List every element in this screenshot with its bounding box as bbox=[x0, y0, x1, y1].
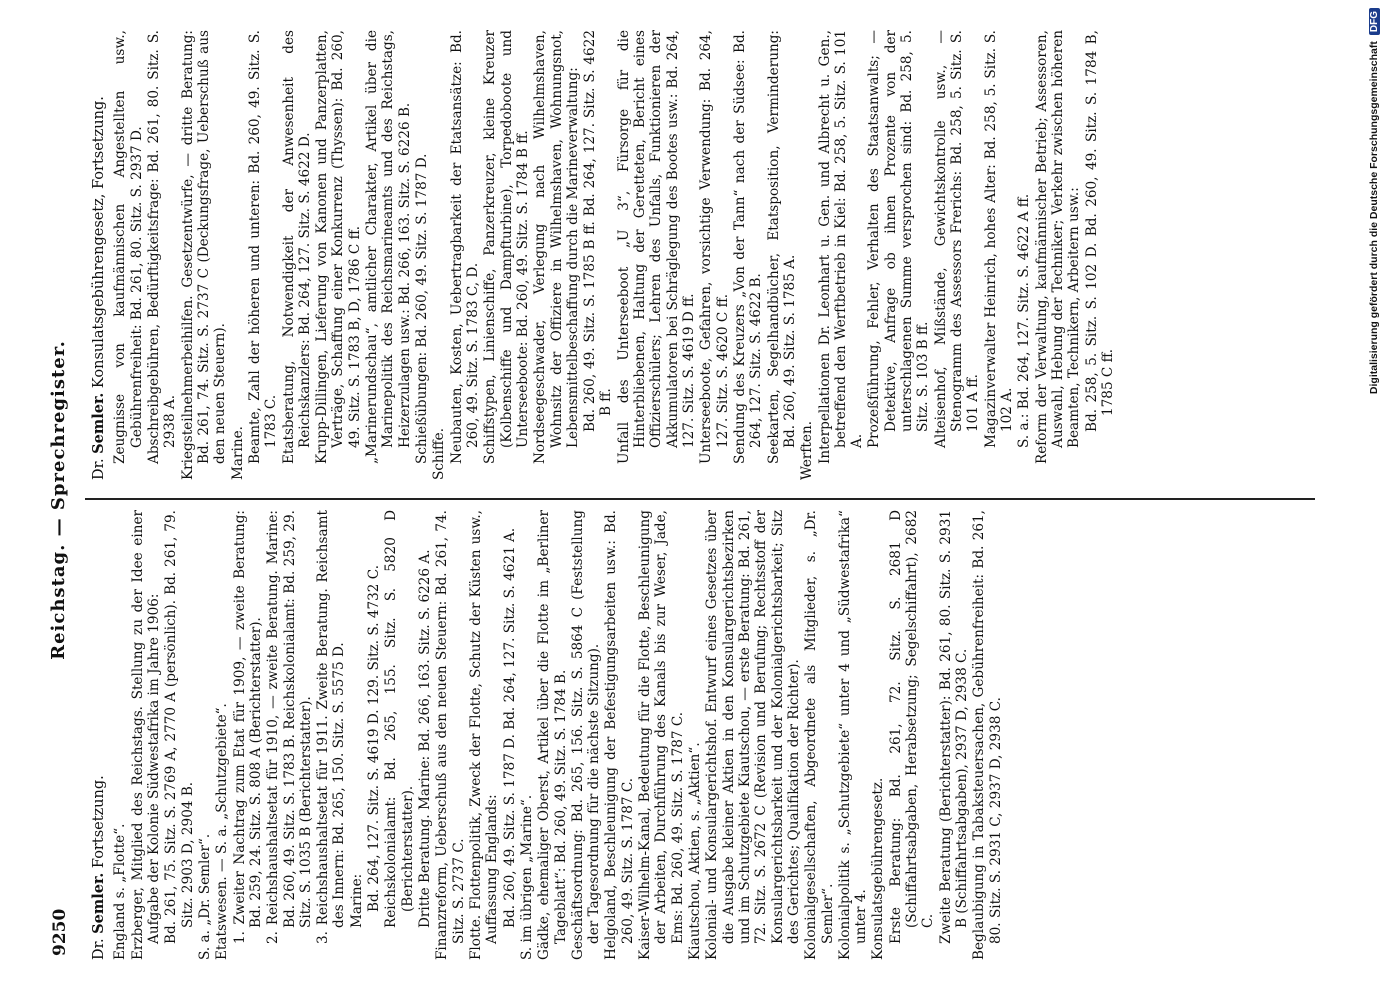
index-entry: Erzberger, Mitglied des Reichstags. Stellung zu der Idee einer Aufgabe der Kolonie Südwestafrika im Jahre 1906: bbox=[129, 510, 163, 960]
index-entry: 2. Reichshaushaltsetat für 1910, — zweite Beratung. Marine: Bd. 260, 49. Sitz. S. 1783 B. Reichskolonialamt: Bd. 259, 29. Sitz. S. 1035 B (Berichterstatter). bbox=[265, 510, 314, 944]
digitization-note: Digitalisierung gefördert durch die Deutsche Forschungsgemeinschaft bbox=[1368, 41, 1380, 395]
index-entry: Neubauten, Kosten, Uebertragbarkeit der Etatsansätze: Bd. 260, 49. Sitz. S. 1783 C, D. bbox=[448, 30, 481, 464]
index-entry: Seekarten, Segelhandbücher, Etatsposition, Verminderung: Bd. 260, 49. Sitz. S. 1785 A. bbox=[765, 30, 798, 464]
index-entry: Bd. 260, 49. Sitz. S. 1785 B ff. Bd. 264, 127. Sitz. S. 4622 B ff. bbox=[582, 30, 615, 432]
index-entry: Bd. 261, 75. Sitz. S. 2769 A, 2770 A (persönlich). Bd. 261, 79. Sitz. 2903 D, 2904 B. bbox=[163, 510, 196, 944]
heading-speaker: Semler. bbox=[90, 392, 107, 454]
heading-suffix: Konsulatsgebührengesetz, Fortsetzung. bbox=[91, 96, 107, 389]
index-entry: Helgoland, Beschleunigung der Befestigungsarbeiten usw.: Bd. 260, 49. Sitz. S. 1787 C. bbox=[603, 510, 636, 960]
index-entry: Schiffstypen, Linienschiffe, Panzerkreuzer, kleine Kreuzer (Kolbenschiffe und Dampfturbine), Torpedoboote und Unterseeboote: Bd. 260, 49. Sitz. S. 1784 B ff. bbox=[482, 30, 531, 464]
heading-suffix: Fortsetzung. bbox=[91, 775, 107, 869]
index-entry: Unfall des Unterseeboot „U 3“, Fürsorge für die Hinterbliebenen, Haltung der Geretteten, Bericht eines Offizierschülers; Lehren des Unfalls, Funktionieren der Akkumulatoren bei Schräglegung des Bootes usw.: Bd. 264, 127. Sitz. S. 4619 D ff. bbox=[615, 30, 698, 464]
left-entry-list bbox=[112, 510, 1004, 960]
index-entry: Nordseegeschwader, Verlegung nach Wilhelmshaven, Wohnsitz der Offiziere in Wilhelmshaven, Wohnungsnot, Lebensmittelbeschaffung durch die Marineverwaltung: bbox=[532, 30, 581, 464]
left-column-heading bbox=[90, 510, 108, 960]
index-entry: 1. Zweiter Nachtrag zum Etat für 1909, — zweite Beratung: Bd. 259, 24. Sitz. S. 808 A (Berichterstatter). bbox=[231, 510, 264, 944]
heading-prefix: Dr. bbox=[91, 458, 107, 480]
index-entry: England s. „Flotte“. bbox=[112, 823, 129, 960]
digitization-credit bbox=[1368, 8, 1380, 992]
heading-speaker: Semler. bbox=[90, 872, 107, 934]
index-entry: Alteisenhof, Mißstände, Gewichtskontrolle usw., — Stenogramm des Assessors Frerichs: Bd. 258, 5. Sitz. S. 101 A ff. bbox=[932, 30, 982, 448]
right-entry-list bbox=[112, 30, 1116, 480]
index-entry: Gädke, ehemaliger Oberst, Artikel über die Flotte im „Berliner Tageblatt“: Bd. 260, 49. Sitz. S. 1784 B. bbox=[536, 510, 569, 960]
heading-prefix: Dr. bbox=[91, 938, 107, 960]
index-entry: Flotte. Flottenpolitik, Zweck der Flotte, Schutz der Küsten usw., Auffassung Englands: bbox=[467, 510, 501, 960]
index-entry: Sendung des Kreuzers „Von der Tann“ nach der Südsee: Bd. 264, 127. Sitz. S. 4622 B. bbox=[731, 30, 765, 464]
index-entry: Unterseeboote, Gefahren, vorsichtige Verwendung: Bd. 264, 127. Sitz. S. 4620 C ff. bbox=[698, 30, 731, 464]
index-entry: Marine. bbox=[229, 426, 246, 480]
index-entry: Werften. bbox=[799, 420, 816, 480]
index-entry: Kolonialgesellschaften, Abgeordnete als Mitglieder, s. „Dr. Semler“. bbox=[803, 510, 836, 960]
index-entry: Zeugnisse von kaufmännischen Angestellten usw., Gebührenfreiheit: Bd. 261, 80. Sitz. S. 2937 D. bbox=[112, 30, 145, 464]
index-entry: Kiautschou, Aktien, s. „Aktien“. bbox=[687, 742, 704, 960]
index-entry: S. im übrigen „Marine“. bbox=[518, 794, 535, 960]
index-entry: Zweite Beratung (Berichterstatter): Bd. 261, 80. Sitz. S. 2931 B (Schiffahrtsabgaben), 2937 D, 2938 C. bbox=[937, 510, 971, 944]
running-head: Reichstag. — Sprechregister. bbox=[48, 340, 69, 660]
index-entry: S. a. „Dr. Semler“. bbox=[196, 833, 213, 960]
index-entry: Etatswesen. — S. a. „Schutzgebiete“. bbox=[214, 703, 231, 960]
index-entry: Interpellationen Dr. Leonhart u. Gen. und Albrecht u. Gen., betreffend den Werftbetrieb in Kiel: Bd. 258, 5. Sitz. S. 101 A. bbox=[816, 30, 866, 464]
index-entry: Kolonialpolitik s. „Schutzgebiete“ unter 4 und „Südwestafrika“ unter 4. bbox=[836, 510, 870, 960]
index-entry: Krupp-Dillingen, Lieferung von Kanonen und Panzerplatten, Verträge, Schaffung einer Konkurrenz (Thyssen): Bd. 260, 49. Sitz. S. 1783 B, D, 1786 C ff. bbox=[314, 30, 363, 464]
index-entry: Etatsberatung, Notwendigkeit der Anwesenheit des Reichskanzlers: Bd. 264, 127. Sitz. S. 4622 D. bbox=[280, 30, 313, 464]
index-entry: Bd. 264, 127. Sitz. S. 4619 D. 129. Sitz. S. 4732 C. bbox=[366, 564, 383, 912]
column-divider bbox=[85, 499, 1315, 501]
index-entry: Beamte, Zahl der höheren und unteren: Bd. 260, 49. Sitz. S. 1783 C. bbox=[246, 30, 280, 464]
index-entry: Erste Beratung: Bd. 261, 72. Sitz. S. 2681 D (Schiffahrtsabgaben, Herabsetzung; Segelschiffahrt), 2682 C. bbox=[887, 510, 937, 944]
index-entry: Finanzreform, Ueberschuß aus den neuen Steuern: Bd. 261, 74. Sitz. S. 2737 C. bbox=[434, 510, 467, 960]
index-entry: Abschreibgebühren, Bedürftigkeitsfrage: Bd. 261, 80. Sitz. S. 2938 A. bbox=[146, 30, 179, 464]
index-entry: S. a.: Bd. 264, 127. Sitz. S. 4622 A ff. bbox=[1016, 193, 1033, 448]
index-entry: „Marinerundschau“, amtlicher Charakter, Artikel über die Marinepolitik des Reichsmarineamts und des Reichstags, Heizerzulagen usw.: Bd. 266, 163. Sitz. S. 6226 B. bbox=[364, 30, 413, 464]
index-entry: Kriegsteilnehmerbeihilfen. Gesetzentwürfe, — dritte Beratung: Bd. 261, 74. Sitz. S. 2737 C (Deckungsfrage, Ueberschuß aus den neuen Steuern). bbox=[179, 30, 229, 480]
index-entry: Bd. 258, 5. Sitz. S. 102 D. Bd. 260, 49. Sitz. S. 1784 B, 1785 C ff. bbox=[1083, 30, 1116, 432]
index-entry: Reform der Verwaltung, kaufmännischer Betrieb; Assessoren, Auswahl, Hebung der Techniker; Verkehr zwischen höheren Beamten, Technikern, Arbeitern usw.: bbox=[1033, 30, 1083, 464]
index-entry: Reichskolonialamt: Bd. 265, 155. Sitz. S. 5820 D (Berichterstatter). bbox=[383, 510, 416, 928]
right-column-heading bbox=[90, 30, 108, 480]
dfg-logo: DFG bbox=[1369, 8, 1380, 35]
index-entry: Bd. 260, 49. Sitz. S. 1787 D. Bd. 264, 127. Sitz. S. 4621 A. bbox=[501, 527, 518, 928]
index-entry: Magazinverwalter Heinrich, hohes Alter: Bd. 258, 5. Sitz. S. 102 A. bbox=[982, 30, 1015, 448]
index-entry: Geschäftsordnung: Bd. 265, 156. Sitz. S. 5864 C (Feststellung der Tagesordnung für die nächste Sitzung). bbox=[569, 510, 603, 960]
index-entry: Schießübungen: Bd. 260, 49. Sitz. S. 1787 D. bbox=[414, 153, 431, 464]
index-entry: Kaiser-Wilhelm-Kanal, Bedeutung für die Flotte, Beschleunigung der Arbeiten, Durchführung des Kanals bis zur Weser, Jade, Ems: Bd. 260, 49. Sitz. S. 1787 C. bbox=[637, 510, 686, 960]
page-number: 9250 bbox=[50, 908, 70, 956]
index-entry: Marine: bbox=[348, 873, 365, 928]
index-entry: Kolonial- und Konsulargerichtshof. Entwurf eines Gesetzes über die Ausgabe kleiner Aktien in den Konsulargerichtsbezirken und im Schutzgebiete Kiautschou, — erste Beratung: Bd. 261, 72. Sitz. S. 2672 C (Revision und Berufung; Rechtsstoff der Konsulargerichtsbarkeit und der Kolonialgerichtsbarkeit; Sitz des Gerichtes; Qualifikation der Richter). bbox=[704, 510, 802, 960]
index-entry: Konsulatsgebührengesetz. bbox=[870, 777, 887, 960]
index-entry: 3. Reichshaushaltsetat für 1911. Zweite Beratung. Reichsamt des Innern: Bd. 265, 150. Sitz. S. 5575 D. bbox=[315, 510, 348, 944]
index-entry: Prozeßführung, Fehler, Verhalten des Staatsanwalts; — Detektive, Anfrage ob ihnen Prozente von der unterschlagenen Summe versprochen sind: Bd. 258, 5. Sitz. S. 103 B ff. bbox=[866, 30, 932, 448]
index-entry: Beglaubigung in Tabaksteuersachen, Gebührenfreiheit: Bd. 261, 80. Sitz. S. 2931 C, 2937 D, 2938 C. bbox=[971, 510, 1004, 960]
right-column bbox=[90, 30, 1315, 480]
index-entry: Dritte Beratung. Marine: Bd. 266, 163. Sitz. S. 6226 A. bbox=[417, 549, 434, 928]
index-entry: Schiffe. bbox=[431, 427, 448, 480]
left-column bbox=[90, 510, 1315, 960]
